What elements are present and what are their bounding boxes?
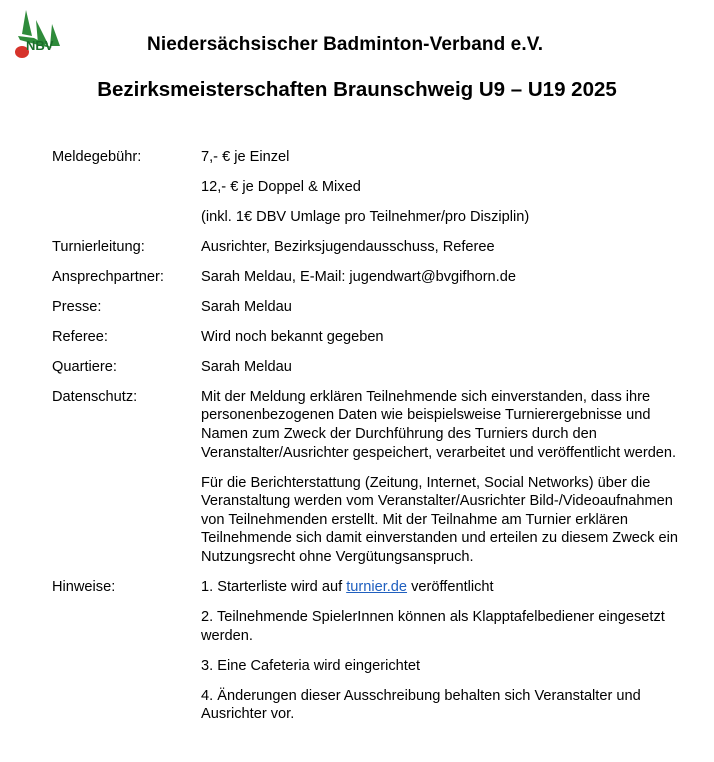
hinweis-3: 3. Eine Cafeteria wird eingerichtet (201, 657, 421, 674)
value-ansprechpartner: Sarah Meldau, E-Mail: jugendwart@bvgifhorn.de (201, 268, 516, 285)
hinweis-1-suffix: veröffentlicht (407, 579, 494, 595)
hinweis-1-prefix: 1. Starterliste wird auf (201, 579, 347, 595)
row-presse (52, 298, 682, 328)
label-presse: Presse: (52, 298, 102, 315)
hinweis-2: 2. Teilnehmende SpielerInnen können als Klapptafelbediener eingesetzt werden. (201, 608, 665, 644)
label-hinweise: Hinweise: (52, 579, 116, 595)
fee-note: (inkl. 1€ DBV Umlage pro Teilnehmer/pro Disziplin) (201, 208, 530, 225)
label-ansprechpartner: Ansprechpartner: (52, 268, 164, 285)
row-meldegebuehr (52, 148, 682, 238)
label-quartiere: Quartiere: (52, 358, 117, 375)
datenschutz-paragraph-2: Für die Berichterstattung (Zeitung, Internet, Social Networks) über die Veranstaltung werden vom Veranstalter/Ausrichter Bild-/Videoaufnahmen von Teilnehmenden erstellt. Mit der Teilnahme am Turnier erklären Teilnehmende sich damit einverstanden und erteilen zu diesem Zweck ein Nutzungsrecht ohne Vergütungsanspruch. (201, 474, 678, 566)
label-turnierleitung: Turnierleitung: (52, 238, 145, 255)
row-referee (52, 328, 682, 358)
row-ansprechpartner (52, 268, 682, 298)
hinweis-4: 4. Änderungen dieser Ausschreibung behalten sich Veranstalter und Ausrichter vor. (201, 687, 641, 723)
page-title: Bezirksmeisterschaften Braunschweig U9 – U19 2025 (97, 78, 617, 101)
value-quartiere: Sarah Meldau (201, 358, 292, 375)
row-hinweise (52, 578, 682, 735)
nbv-logo (12, 6, 64, 64)
row-datenschutz (52, 388, 682, 578)
value-presse: Sarah Meldau (201, 298, 292, 315)
datenschutz-paragraph-1: Mit der Meldung erklären Teilnehmende sich einverstanden, dass ihre personenbezogenen Daten wie beispielsweise Turnierergebnisse und Namen zum Zweck der Durchführung des Turniers durch den Veranstalter/Ausrichter gespeichert, verarbeitet und veröffentlicht werden. (201, 388, 677, 461)
value-turnierleitung: Ausrichter, Bezirksjugendausschuss, Referee (201, 238, 495, 255)
fee-single: 7,- € je Einzel (201, 149, 290, 165)
hinweis-1 (201, 578, 682, 597)
org-name: Niedersächsischer Badminton-Verband e.V. (147, 34, 544, 55)
label-meldegebuehr: Meldegebühr: (52, 149, 142, 165)
logo-letters: NBV (26, 38, 54, 53)
document-body (52, 148, 682, 735)
fee-double: 12,- € je Doppel & Mixed (201, 178, 361, 195)
row-turnierleitung (52, 238, 682, 268)
label-referee: Referee: (52, 328, 108, 345)
label-datenschutz: Datenschutz: (52, 388, 138, 405)
value-referee: Wird noch bekannt gegeben (201, 328, 384, 345)
row-quartiere (52, 358, 682, 388)
turnier-link[interactable]: turnier.de (346, 579, 408, 595)
